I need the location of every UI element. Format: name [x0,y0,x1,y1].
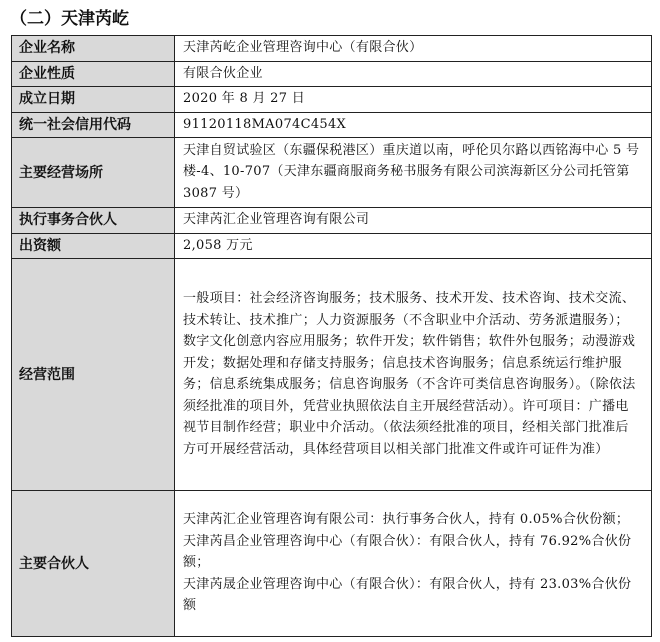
partner-item: 天津芮晟企业管理咨询中心（有限合伙）：有限合伙人，持有 23.03%合伙份额 [183,576,632,614]
business-scope-label: 经营范围 [12,259,175,491]
main-partners-label: 主要合伙人 [12,491,175,637]
credit-code-value: 91120118MA074C454X [175,112,652,138]
main-partners-value [175,491,652,637]
company-name-value: 天津芮屹企业管理咨询中心（有限合伙） [175,36,652,62]
company-name-label: 企业名称 [12,36,175,62]
established-date-value: 2020 年 8 月 27 日 [175,87,652,113]
table-row-company-nature [12,61,652,87]
business-scope-value: 一般项目：社会经济咨询服务；技术服务、技术开发、技术咨询、技术交流、技术转让、技术推广；人力资源服务（不含职业中介活动、劳务派遣服务）；数字文化创意内容应用服务；软件开发；软件销售；软件外包服务；动漫游戏开发；数据处理和存储支持服务；信息技术咨询服务；信息系统运行维护服务；信息系统集成服务；信息咨询服务（不含许可类信息咨询服务）。（除依法须经批准的项目外，凭营业执照依法自主开展经营活动）。许可项目：广播电视节目制作经营；职业中介活动。（依法须经批准的项目，经相关部门批准后方可开展经营活动，具体经营项目以相关部门批准文件或许可证件为准） [175,259,652,491]
table-row-established-date [12,87,652,113]
established-date-label: 成立日期 [12,87,175,113]
business-place-label: 主要经营场所 [12,138,175,208]
table-row-company-name [12,36,652,62]
table-row-main-partners [12,491,652,637]
capital-label: 出资额 [12,233,175,259]
credit-code-label: 统一社会信用代码 [12,112,175,138]
partner-item: 天津芮汇企业管理咨询有限公司：执行事务合伙人，持有 0.05%合伙份额； [183,512,630,528]
business-place-value: 天津自贸试验区（东疆保税港区）重庆道以南，呼伦贝尔路以西铭海中心 5 号楼-4、10-707（天津东疆商服商务秘书服务有限公司滨海新区分公司托管第 3087 号） [175,138,652,208]
executive-partner-value: 天津芮汇企业管理咨询有限公司 [175,208,652,234]
table-row-business-scope [12,259,652,491]
company-info-table [11,35,652,637]
executive-partner-label: 执行事务合伙人 [12,208,175,234]
table-row-credit-code [12,112,652,138]
table-row-business-place [12,138,652,208]
partner-item: 天津芮昌企业管理咨询中心（有限合伙）：有限合伙人，持有 76.92%合伙份额； [183,533,632,571]
company-nature-label: 企业性质 [12,61,175,87]
section-title: （二）天津芮屹 [10,9,129,29]
table-row-executive-partner [12,208,652,234]
company-nature-value: 有限合伙企业 [175,61,652,87]
capital-value: 2,058 万元 [175,233,652,259]
table-row-capital [12,233,652,259]
